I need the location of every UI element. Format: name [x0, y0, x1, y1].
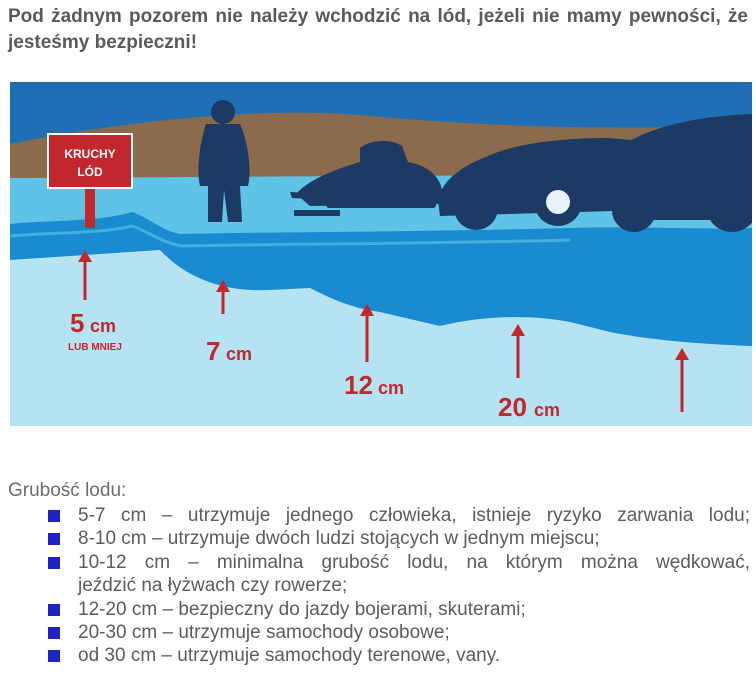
- square-bullet-icon: [48, 557, 60, 569]
- label-7cm-unit: cm: [226, 344, 253, 364]
- legend-item: 12-20 cm – bezpieczny do jazdy bojerami, skuterami;: [48, 598, 750, 621]
- label-5cm-note: LUB MNIEJ: [68, 342, 122, 353]
- square-bullet-icon: [48, 533, 60, 545]
- ice-thickness-illustration: [10, 82, 752, 426]
- legend-item: 8-10 cm – utrzymuje dwóch ludzi stojących w jednym miejscu;: [48, 527, 750, 550]
- label-12cm-unit: cm: [378, 378, 405, 398]
- square-bullet-icon: [48, 510, 60, 522]
- thickness-legend: [48, 504, 750, 668]
- square-bullet-icon: [48, 650, 60, 662]
- label-5cm-value: 5: [70, 308, 85, 338]
- square-bullet-icon: [48, 604, 60, 616]
- legend-item: od 30 cm – utrzymuje samochody terenowe, vany.: [48, 644, 750, 667]
- legend-item: 20-30 cm – utrzymuje samochody osobowe;: [48, 621, 750, 644]
- legend-item: 5-7 cm – utrzymuje jednego człowieka, istnieje ryzyko zarwania lodu;: [48, 504, 750, 527]
- label-5cm-unit: cm: [90, 316, 117, 336]
- sign-line2: LÓD: [77, 165, 103, 179]
- legend-item: 10-12 cm – minimalna grubość lodu, na którym można wędkować, jeździć na łyżwach czy rowerze;: [48, 551, 750, 598]
- label-20cm-unit: cm: [534, 400, 561, 420]
- headline: Pod żadnym pozorem nie należy wchodzić na lód, jeżeli nie mamy pewności, że jesteśmy bezpieczni!: [8, 6, 748, 53]
- label-20cm-value: 20: [498, 392, 527, 422]
- section-title: Grubość lodu:: [8, 480, 127, 501]
- square-bullet-icon: [48, 627, 60, 639]
- label-12cm-value: 12: [344, 370, 373, 400]
- label-7cm-value: 7: [206, 336, 221, 366]
- sign-line1: KRUCHY: [64, 147, 116, 161]
